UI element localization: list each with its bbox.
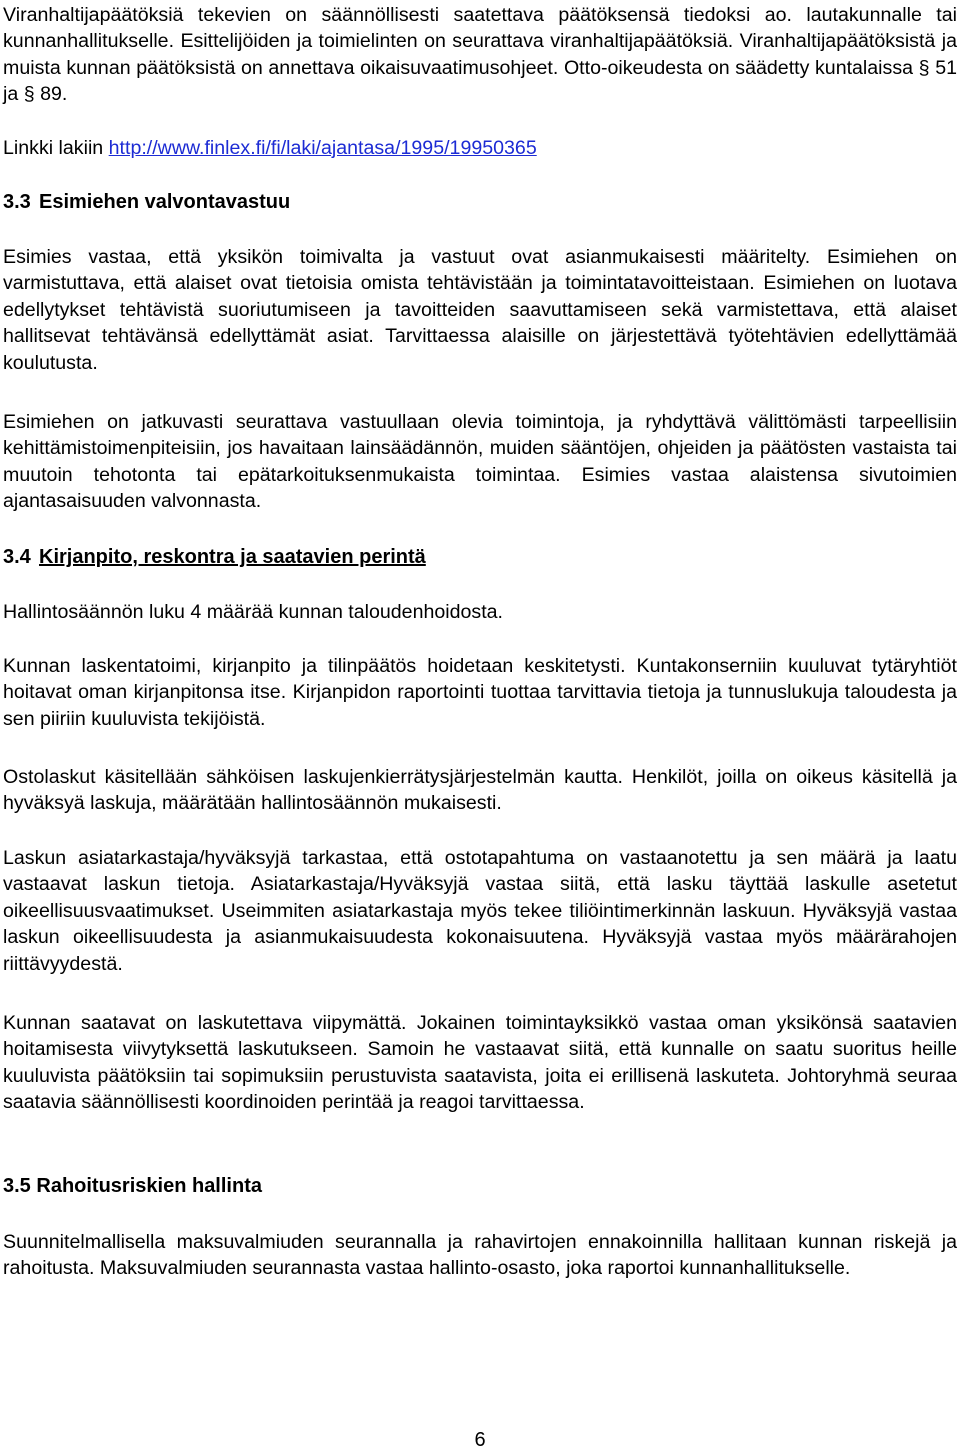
section-3-4-paragraph-2 xyxy=(3,653,957,732)
intro-paragraph-text: Viranhaltijapäätöksiä tekevien on säännöllisesti saatettava päätöksensä tiedoksi ao. lautakunnalle tai kunnanhallitukselle. Esittelijöiden ja toimielinten on seurattava viranhaltijapäätöksiä. Viranhaltijapäätöksistä ja muista kunnan päätöksistä on annettava oikaisuvaatimusohjeet. Otto-oikeudesta on säädetty kuntalaissa xyxy=(3,4,957,79)
paragraph-text: Laskun asiatarkastaja/hyväksyjä tarkastaa, että ostotapahtuma on vastaanotettu ja sen määrä ja laatu vastaavat laskun tietoja. Asiatarkastaja/Hyväksyjä vastaa siitä, että lasku täyttää laskulle asetetut oikeellisuusvaatimukset. Useimmiten asiatarkastaja myös tekee tiliöintimerkinnän laskuun. Hyväksyjä vastaa laskun oikeellisuudesta ja asianmukaisuudesta kokonaisuutena. Hyväksyjä vastaa myös määrärahojen riittävyydestä. xyxy=(3,847,957,975)
law-link-line xyxy=(3,135,957,161)
section-sign: § xyxy=(918,56,930,79)
section-number: 51 ja xyxy=(3,56,957,106)
law-link[interactable]: http://www.finlex.fi/fi/laki/ajantasa/1995/19950365 xyxy=(108,137,537,159)
law-link-prefix: Linkki lakiin xyxy=(3,137,104,159)
paragraph-text: Esimiehen on jatkuvasti seurattava vastuullaan olevia toimintoja, ja ryhdyttävä välittömästi tarpeellisiin kehittämistoimenpiteisiin, jos havaitaan lainsäädännön, muiden sääntöjen, ohjeiden ja päätösten vastaista tai muutoin tehotonta tai epätarkoituksenmukaista toimintaa. Esimies vastaa alaistensa sivutoimien ajantasaisuuden valvonnasta. xyxy=(3,411,957,513)
intro-paragraph xyxy=(3,2,957,108)
page-number: 6 xyxy=(474,1429,486,1451)
section-number: 89. xyxy=(40,83,68,106)
section-number: 3.3 xyxy=(3,191,31,213)
section-3-3-heading xyxy=(3,189,957,215)
section-number: 3.4 xyxy=(3,546,31,568)
section-3-3-paragraph-1 xyxy=(3,244,957,376)
section-3-5-heading xyxy=(3,1173,957,1199)
section-3-4-paragraph-5 xyxy=(3,1010,957,1116)
paragraph-text: Suunnitelmallisella maksuvalmiuden seurannalla ja rahavirtojen ennakoinnilla hallitaan kunnan riskejä ja rahoitusta. Maksuvalmiuden seurannasta vastaa hallinto-osasto, joka raportoi kunnanhallitukselle. xyxy=(3,1231,957,1280)
paragraph-text: Ostolaskut käsitellään sähköisen laskujenkierrätysjärjestelmän kautta. Henkilöt, joilla on oikeus käsitellä ja hyväksyä laskuja, määrätään hallintosäännön mukaisesti. xyxy=(3,766,957,815)
section-3-4-paragraph-3 xyxy=(3,764,957,817)
section-3-3-paragraph-2 xyxy=(3,409,957,515)
section-title: Kirjanpito, reskontra ja saatavien perintä xyxy=(39,546,426,568)
section-sign: § xyxy=(23,83,35,106)
paragraph-text: Kunnan laskentatoimi, kirjanpito ja tilinpäätös hoidetaan keskitetysti. Kuntakonserniin kuuluvat tytäryhtiöt hoitavat oman kirjanpitonsa itse. Kirjanpidon raportointi tuottaa tarvittavia tietoja ja tunnuslukuja taloudesta ja sen piiriin kuuluvista tekijöistä. xyxy=(3,655,957,730)
paragraph-text: Kunnan saatavat on laskutettava viipymättä. Jokainen toimintayksikkö vastaa oman yksikönsä saatavien hoitamisesta viivytyksettä laskutukseen. Samoin he vastaavat siitä, että kunnalle on saatu suoritus heille kuuluvista päätöksiin tai sopimuksiin perustuvista saatavista, joita ei erillisenä laskuteta. Johtoryhmä seuraa saatavia säännöllisesti koordinoiden perintää ja reagoi tarvittaessa. xyxy=(3,1012,957,1114)
section-number: 3.5 xyxy=(3,1175,31,1197)
paragraph-text: Esimies vastaa, että yksikön toimivalta ja vastuut ovat asianmukaisesti määritelty. Esimiehen on varmistuttava, että alaiset ovat tietoisia omista tehtävistään ja toimintatavoitteistaan. Esimiehen on luotava edellytykset tehtävistä suoriutumiseen ja tavoitteiden saavuttamiseen sekä varmistettava, että alaiset hallitsevat tehtävänsä edellyttämät asiat. Tarvittaessa alaisille on järjestettävä työtehtävien edellyttämää koulutusta. xyxy=(3,246,957,374)
section-title: Rahoitusriskien hallinta xyxy=(36,1175,262,1197)
section-3-5-paragraph-1 xyxy=(3,1229,957,1282)
section-3-4-paragraph-1 xyxy=(3,599,957,625)
section-3-4-heading xyxy=(3,544,957,570)
paragraph-text: Hallintosäännön luku 4 määrää kunnan taloudenhoidosta. xyxy=(3,601,504,623)
section-3-4-paragraph-4 xyxy=(3,845,957,977)
section-title: Esimiehen valvontavastuu xyxy=(39,191,291,213)
